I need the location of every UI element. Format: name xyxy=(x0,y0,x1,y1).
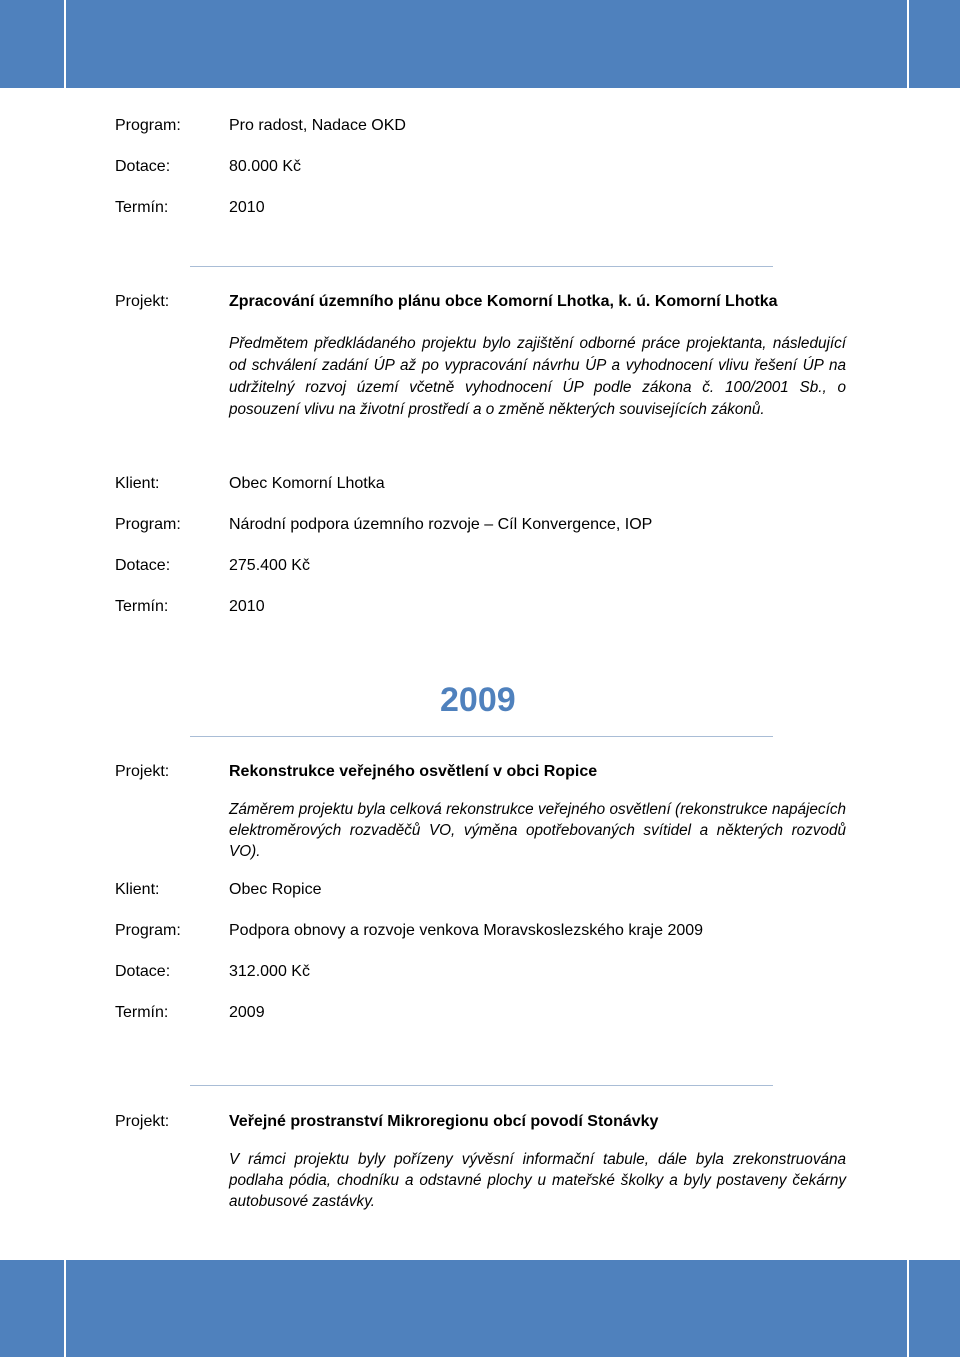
projekt-label: Projekt: xyxy=(115,293,170,310)
klient-value: Obec Ropice xyxy=(229,881,322,898)
program-value: Podpora obnovy a rozvoje venkova Moravskoslezského kraje 2009 xyxy=(229,922,704,939)
right-margin-line xyxy=(907,0,909,1357)
program-value: Pro radost, Nadace OKD xyxy=(229,117,406,134)
left-margin-line xyxy=(64,0,66,1357)
separator xyxy=(190,266,773,267)
separator xyxy=(190,1085,773,1086)
termin-value: 2010 xyxy=(229,199,265,216)
projekt-description: Záměrem projektu byla celková rekonstrukce veřejného osvětlení (rekonstrukce napájecích elektroměrových rozvaděčů VO, výměna opotřebovaných svítidel a některých rozvodů VO). xyxy=(229,801,846,860)
klient-label: Klient: xyxy=(115,881,160,898)
program-value: Národní podpora územního rozvoje – Cíl Konvergence, IOP xyxy=(229,516,653,533)
program-label: Program: xyxy=(115,117,181,134)
klient-label: Klient: xyxy=(115,475,160,492)
projekt-title: Rekonstrukce veřejného osvětlení v obci Ropice xyxy=(229,763,598,780)
footer-band xyxy=(0,1260,960,1357)
dotace-value: 80.000 Kč xyxy=(229,158,302,175)
dotace-value: 312.000 Kč xyxy=(229,963,310,980)
separator xyxy=(190,736,773,737)
projekt-title: Zpracování územního plánu obce Komorní Lhotka, k. ú. Komorní Lhotka xyxy=(229,293,778,310)
projekt-description: Předmětem předkládaného projektu bylo zajištění odborné práce projektanta, následující od schválení zadání ÚP až po vypracování návrhu ÚP a vyhodnocení vlivu řešení ÚP na udržitelný rozvoj území včetně vyhodnocení ÚP podle zákona č. 100/2001 Sb., o posouzení vlivu na životní prostředí a o změně některých souvisejících zákonů. xyxy=(229,335,846,418)
termin-value: 2009 xyxy=(229,1004,265,1021)
header-band xyxy=(0,0,960,88)
program-label: Program: xyxy=(115,516,181,533)
termin-label: Termín: xyxy=(115,598,169,615)
projekt-description: V rámci projektu byly pořízeny vývěsní informační tabule, dále byla zrekonstruována podlaha pódia, chodníku a odstavné plochy u mateřské školky a byly postaveny čekárny autobusové zastávky. xyxy=(229,1151,846,1210)
termin-value: 2010 xyxy=(229,598,265,615)
dotace-label: Dotace: xyxy=(115,158,171,175)
termin-label: Termín: xyxy=(115,1004,169,1021)
klient-value: Obec Komorní Lhotka xyxy=(229,475,385,492)
termin-label: Termín: xyxy=(115,199,169,216)
year-heading: 2009 xyxy=(440,681,516,719)
dotace-label: Dotace: xyxy=(115,557,171,574)
projekt-label: Projekt: xyxy=(115,1113,170,1130)
projekt-label: Projekt: xyxy=(115,763,170,780)
program-label: Program: xyxy=(115,922,181,939)
projekt-title: Veřejné prostranství Mikroregionu obcí povodí Stonávky xyxy=(229,1113,659,1130)
dotace-value: 275.400 Kč xyxy=(229,557,310,574)
dotace-label: Dotace: xyxy=(115,963,171,980)
